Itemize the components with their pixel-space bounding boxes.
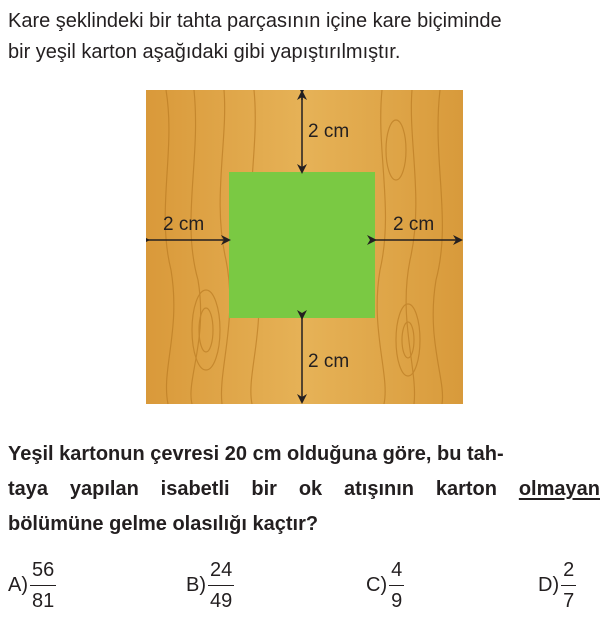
question-line-2-text: taya yapılan isabetli bir ok atışının karton bbox=[8, 478, 519, 500]
wood-board-figure bbox=[146, 90, 463, 404]
choice-a-numerator: 56 bbox=[30, 558, 56, 586]
label-left: 2 cm bbox=[163, 214, 205, 235]
green-card bbox=[229, 172, 375, 318]
choice-b-numerator: 24 bbox=[208, 558, 234, 586]
choice-a-denominator: 81 bbox=[32, 589, 55, 612]
intro-line-2: bir yeşil karton aşağıdaki gibi yapıştırılmıştır. bbox=[8, 41, 401, 63]
intro-line-1: Kare şeklindeki bir tahta parçasının içine kare biçiminde bbox=[8, 10, 502, 32]
question-text bbox=[8, 437, 600, 542]
label-right: 2 cm bbox=[393, 214, 435, 235]
choice-b-letter: B) bbox=[186, 573, 206, 596]
choice-a[interactable] bbox=[8, 553, 56, 617]
choice-c-fraction bbox=[389, 558, 404, 613]
label-top: 2 cm bbox=[308, 121, 350, 142]
choice-b-fraction bbox=[208, 558, 234, 613]
choice-c-letter: C) bbox=[366, 573, 388, 596]
problem-intro bbox=[8, 6, 604, 68]
question-line-2 bbox=[8, 472, 600, 507]
choice-b-denominator: 49 bbox=[210, 589, 233, 612]
question-line-1: Yeşil kartonun çevresi 20 cm olduğuna göre, bu tah- bbox=[8, 443, 504, 465]
label-bottom: 2 cm bbox=[308, 351, 350, 372]
choice-a-fraction bbox=[30, 558, 56, 613]
choice-d-numerator: 2 bbox=[561, 558, 576, 586]
choice-a-letter: A) bbox=[8, 573, 28, 596]
figure-svg bbox=[146, 90, 463, 404]
choice-b[interactable] bbox=[186, 553, 234, 617]
underlined-word: olmayan bbox=[518, 478, 600, 500]
question-line-3: bölümüne gelme olasılığı kaçtır? bbox=[8, 513, 319, 535]
choice-c-denominator: 9 bbox=[391, 589, 403, 612]
choice-d-denominator: 7 bbox=[563, 589, 575, 612]
choice-c-numerator: 4 bbox=[389, 558, 404, 586]
choice-d-letter: D) bbox=[538, 573, 560, 596]
choice-d[interactable] bbox=[538, 553, 576, 617]
choice-c[interactable] bbox=[366, 553, 404, 617]
choice-d-fraction bbox=[561, 558, 576, 613]
